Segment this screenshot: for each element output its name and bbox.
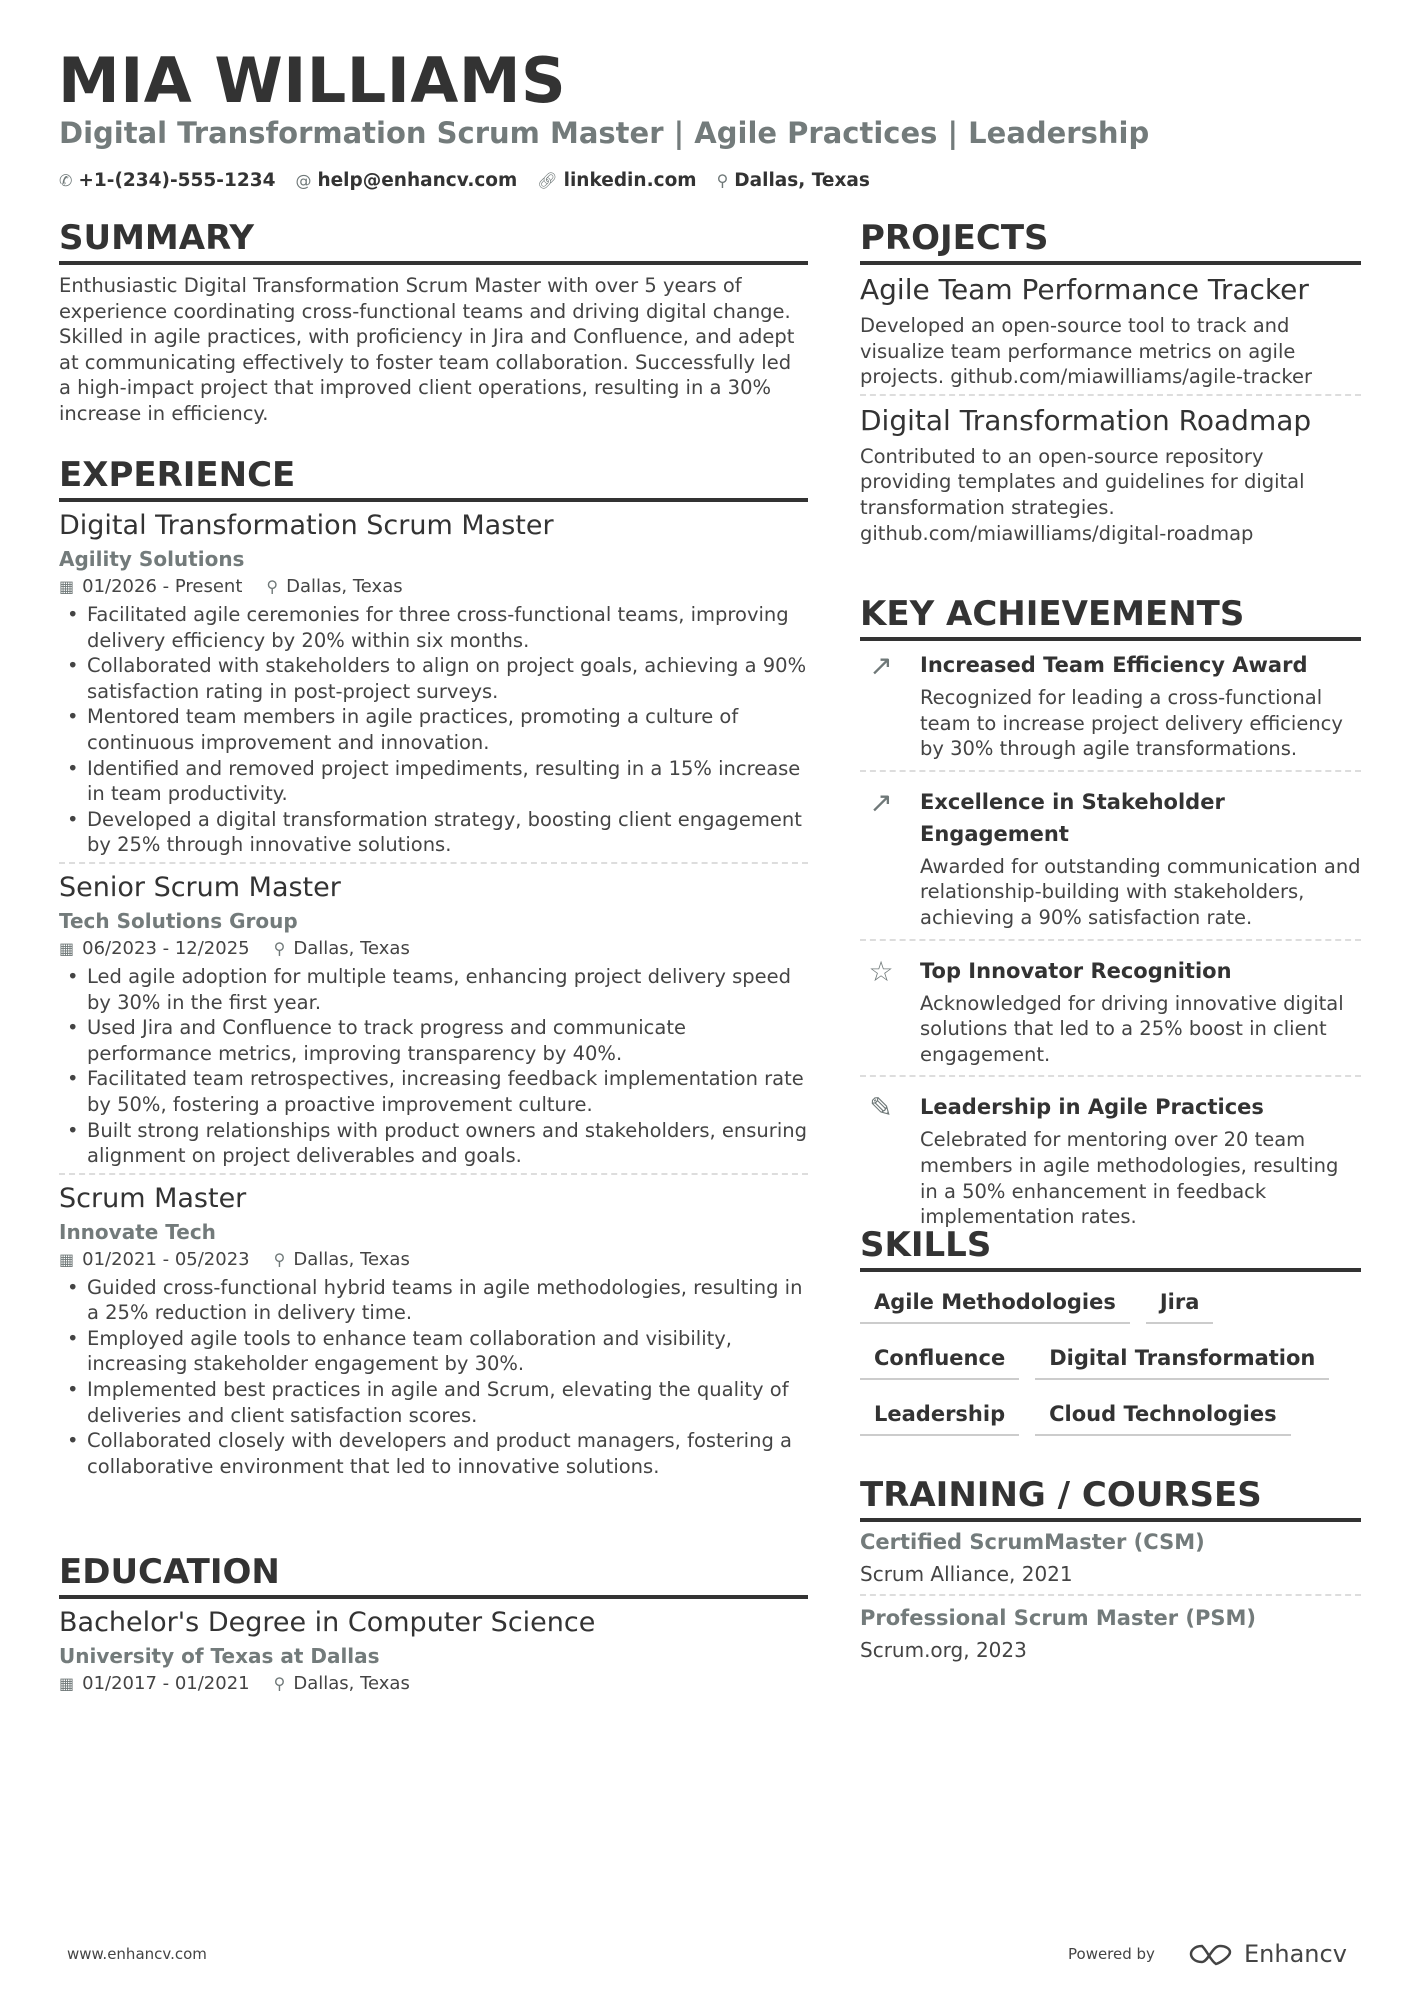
contact-text: +1-(234)-555-1234 — [78, 170, 276, 191]
location: Dallas, Texas — [293, 1673, 410, 1694]
achievement-title: Excellence in Stakeholder Engagement — [920, 789, 1225, 846]
job-bullets — [59, 602, 808, 858]
achievement-item — [860, 1083, 1361, 1229]
divider — [860, 1075, 1361, 1077]
enhancv-brand: Enhancv — [1244, 1940, 1347, 1968]
contact-email[interactable] — [295, 170, 517, 191]
project-item — [860, 271, 1361, 396]
achievement-desc: Acknowledged for driving innovative digital solutions that led to a 25% boost in client engagement. — [920, 991, 1344, 1066]
powered-by: Powered by — [1068, 1945, 1155, 1963]
project-desc: Contributed to an open-source repository providing templates and guidelines for digital transformation strategies. github.com/miawilliams/digital-roadmap — [860, 444, 1305, 545]
course-title: Certified ScrumMaster (CSM) — [860, 1530, 1205, 1554]
section-heading: EDUCATION — [59, 1550, 808, 1599]
skill-tag: Cloud Technologies — [1035, 1394, 1290, 1436]
job-bullet: • Collaborated closely with developers and product managers, fostering a collaborative environment that led to innovative solutions. — [59, 1428, 808, 1479]
skill-tag: Digital Transformation — [1035, 1338, 1329, 1380]
job-bullet: • Used Jira and Confluence to track progress and communicate performance metrics, improving transparency by 40%. — [59, 1015, 808, 1066]
achievement-title: Leadership in Agile Practices — [920, 1095, 1264, 1120]
job-bullets — [59, 1275, 808, 1480]
footer-website[interactable]: www.enhancv.com — [67, 1945, 207, 1963]
company-name: Tech Solutions Group — [59, 908, 298, 933]
location-icon: ⚲ — [273, 1674, 286, 1693]
calendar-icon: ▦ — [59, 577, 75, 596]
section-heading: EXPERIENCE — [59, 453, 808, 502]
contact-text: help@enhancv.com — [317, 170, 518, 191]
job-meta — [59, 936, 808, 962]
achievements-section — [860, 592, 1361, 1230]
contact-linkedin[interactable] — [537, 170, 696, 191]
location: Dallas, Texas — [293, 1248, 410, 1270]
strategy-icon: ↗ — [869, 649, 893, 682]
achievement-item — [860, 947, 1361, 1068]
job-bullet: • Developed a digital transformation strategy, boosting client engagement by 25% through innovative solutions. — [59, 807, 808, 858]
skill-tag: Jira — [1146, 1282, 1214, 1324]
project-desc: Developed an open-source tool to track and visualize team performance metrics on agile projects. github.com/miawilliams/agile-tracker — [860, 314, 1312, 389]
job-bullets — [59, 964, 808, 1169]
job-meta — [59, 574, 808, 600]
achievement-item — [860, 778, 1361, 931]
location-icon: ⚲ — [273, 1249, 286, 1269]
section-heading: PROJECTS — [860, 216, 1361, 265]
course-item — [860, 1526, 1361, 1596]
star-icon: ☆ — [868, 954, 894, 988]
summary-section — [59, 216, 808, 427]
summary-text: Enthusiastic Digital Transformation Scrum Master with over 5 years of experience coordinating cross-functional teams and driving digital change. Skilled in agile practices, with proficiency in Jira and Confluence, and adept at communicating effectively to foster team collaboration. Successfully led a high-impact project that improved client operations, resulting in a 30% increase in efficiency. — [59, 274, 795, 425]
course-provider: Scrum.org, 2023 — [860, 1638, 1027, 1662]
course-provider: Scrum Alliance, 2021 — [860, 1562, 1073, 1586]
location-icon: ⚲ — [716, 171, 729, 190]
course-item — [860, 1602, 1361, 1666]
link-icon: 🔗︎ — [537, 171, 558, 190]
dates: 01/2026 - Present — [82, 576, 243, 597]
calendar-icon: ▦ — [59, 1674, 75, 1693]
skills-section — [860, 1223, 1361, 1436]
job-bullet: • Identified and removed project impediments, resulting in a 15% increase in team productivity. — [59, 756, 808, 807]
achievement-desc: Recognized for leading a cross-functional team to increase project delivery efficiency by 30% through agile transformations. — [920, 686, 1343, 761]
candidate-name: MIA WILLIAMS — [58, 44, 567, 117]
job-bullet: • Collaborated with stakeholders to align on project goals, achieving a 90% satisfaction rating in post-project surveys. — [59, 653, 808, 704]
skill-tag: Confluence — [860, 1338, 1019, 1380]
job-bullet: • Led agile adoption for multiple teams, enhancing project delivery speed by 30% in the first year. — [59, 964, 808, 1015]
training-section — [860, 1473, 1361, 1666]
project-title: Agile Team Performance Tracker — [860, 273, 1309, 306]
dates: 01/2021 - 05/2023 — [82, 1248, 250, 1270]
phone-icon: ✆ — [59, 171, 73, 190]
job-meta — [59, 1247, 808, 1273]
section-heading: KEY ACHIEVEMENTS — [860, 592, 1361, 641]
job-bullet: • Facilitated team retrospectives, increasing feedback implementation rate by 50%, fostering a proactive improvement culture. — [59, 1066, 808, 1117]
achievement-desc: Awarded for outstanding communication and relationship-building with stakeholders, achieving a 90% satisfaction rate. — [920, 854, 1361, 929]
enhancv-logo — [1188, 1940, 1347, 1968]
calendar-icon: ▦ — [59, 1249, 75, 1269]
company-name: Agility Solutions — [59, 547, 245, 571]
achievement-desc: Celebrated for mentoring over 20 team members in agile methodologies, resulting in a 50% enhancement in feedback implementation rates. — [920, 1128, 1339, 1229]
skill-tag: Agile Methodologies — [860, 1282, 1130, 1324]
contact-text: Dallas, Texas — [734, 170, 870, 191]
magic-wand-icon: ✎ — [869, 1091, 893, 1125]
dates: 01/2017 - 01/2021 — [82, 1673, 250, 1694]
contact-location — [717, 170, 870, 191]
contact-text: linkedin.com — [563, 170, 697, 191]
degree: Bachelor's Degree in Computer Science — [59, 1607, 596, 1638]
divider — [860, 939, 1361, 941]
experience-section — [59, 453, 808, 1479]
divider — [59, 1173, 808, 1175]
job-bullet: • Guided cross-functional hybrid teams in agile methodologies, resulting in a 25% reduction in delivery time. — [59, 1275, 808, 1326]
achievement-title: Top Innovator Recognition — [920, 958, 1232, 983]
job-bullet: • Employed agile tools to enhance team collaboration and visibility, increasing stakeholder engagement by 30%. — [59, 1326, 808, 1377]
dates: 06/2023 - 12/2025 — [82, 937, 250, 959]
course-title: Professional Scrum Master (PSM) — [860, 1606, 1257, 1630]
location-icon: ⚲ — [266, 577, 279, 596]
job-bullet: • Built strong relationships with product owners and stakeholders, ensuring alignment on project deliverables and goals. — [59, 1118, 808, 1169]
location-icon: ⚲ — [273, 938, 286, 958]
divider — [860, 770, 1361, 772]
job-title: Scrum Master — [59, 1182, 247, 1214]
project-title: Digital Transformation Roadmap — [860, 403, 1312, 437]
strategy-icon: ↗ — [869, 785, 893, 819]
contact-bar — [59, 170, 870, 191]
education-meta — [59, 1671, 808, 1697]
project-item — [860, 402, 1361, 546]
projects-section — [860, 216, 1361, 546]
job-title: Senior Scrum Master — [59, 871, 341, 903]
divider — [59, 862, 808, 864]
job-bullet: • Implemented best practices in agile and Scrum, elevating the quality of deliveries and client satisfaction scores. — [59, 1377, 808, 1428]
job-bullet: • Mentored team members in agile practices, promoting a culture of continuous improvement and innovation. — [59, 704, 808, 755]
school: University of Texas at Dallas — [59, 1644, 380, 1668]
divider — [860, 394, 1361, 396]
section-heading: SKILLS — [860, 1223, 1361, 1272]
location: Dallas, Texas — [286, 576, 403, 597]
candidate-subtitle: Digital Transformation Scrum Master | Agile Practices | Leadership — [59, 116, 1150, 150]
job-bullet: • Facilitated agile ceremonies for three cross-functional teams, improving delivery efficiency by 20% within six months. — [59, 602, 808, 653]
job-title: Digital Transformation Scrum Master — [59, 510, 554, 541]
section-heading: SUMMARY — [59, 216, 808, 265]
divider — [860, 1594, 1361, 1596]
job-entry — [59, 508, 808, 864]
skill-tag: Leadership — [860, 1394, 1019, 1436]
job-entry — [59, 1181, 808, 1480]
calendar-icon: ▦ — [59, 938, 75, 958]
location: Dallas, Texas — [293, 937, 410, 959]
achievement-item — [860, 641, 1361, 762]
job-entry — [59, 870, 808, 1175]
section-heading: TRAINING / COURSES — [860, 1473, 1361, 1522]
contact-phone[interactable] — [59, 170, 275, 191]
at-icon: @ — [295, 171, 312, 190]
education-section — [59, 1550, 808, 1699]
achievement-title: Increased Team Efficiency Award — [920, 653, 1308, 677]
enhancv-logo-icon — [1188, 1942, 1234, 1966]
company-name: Innovate Tech — [59, 1219, 216, 1244]
